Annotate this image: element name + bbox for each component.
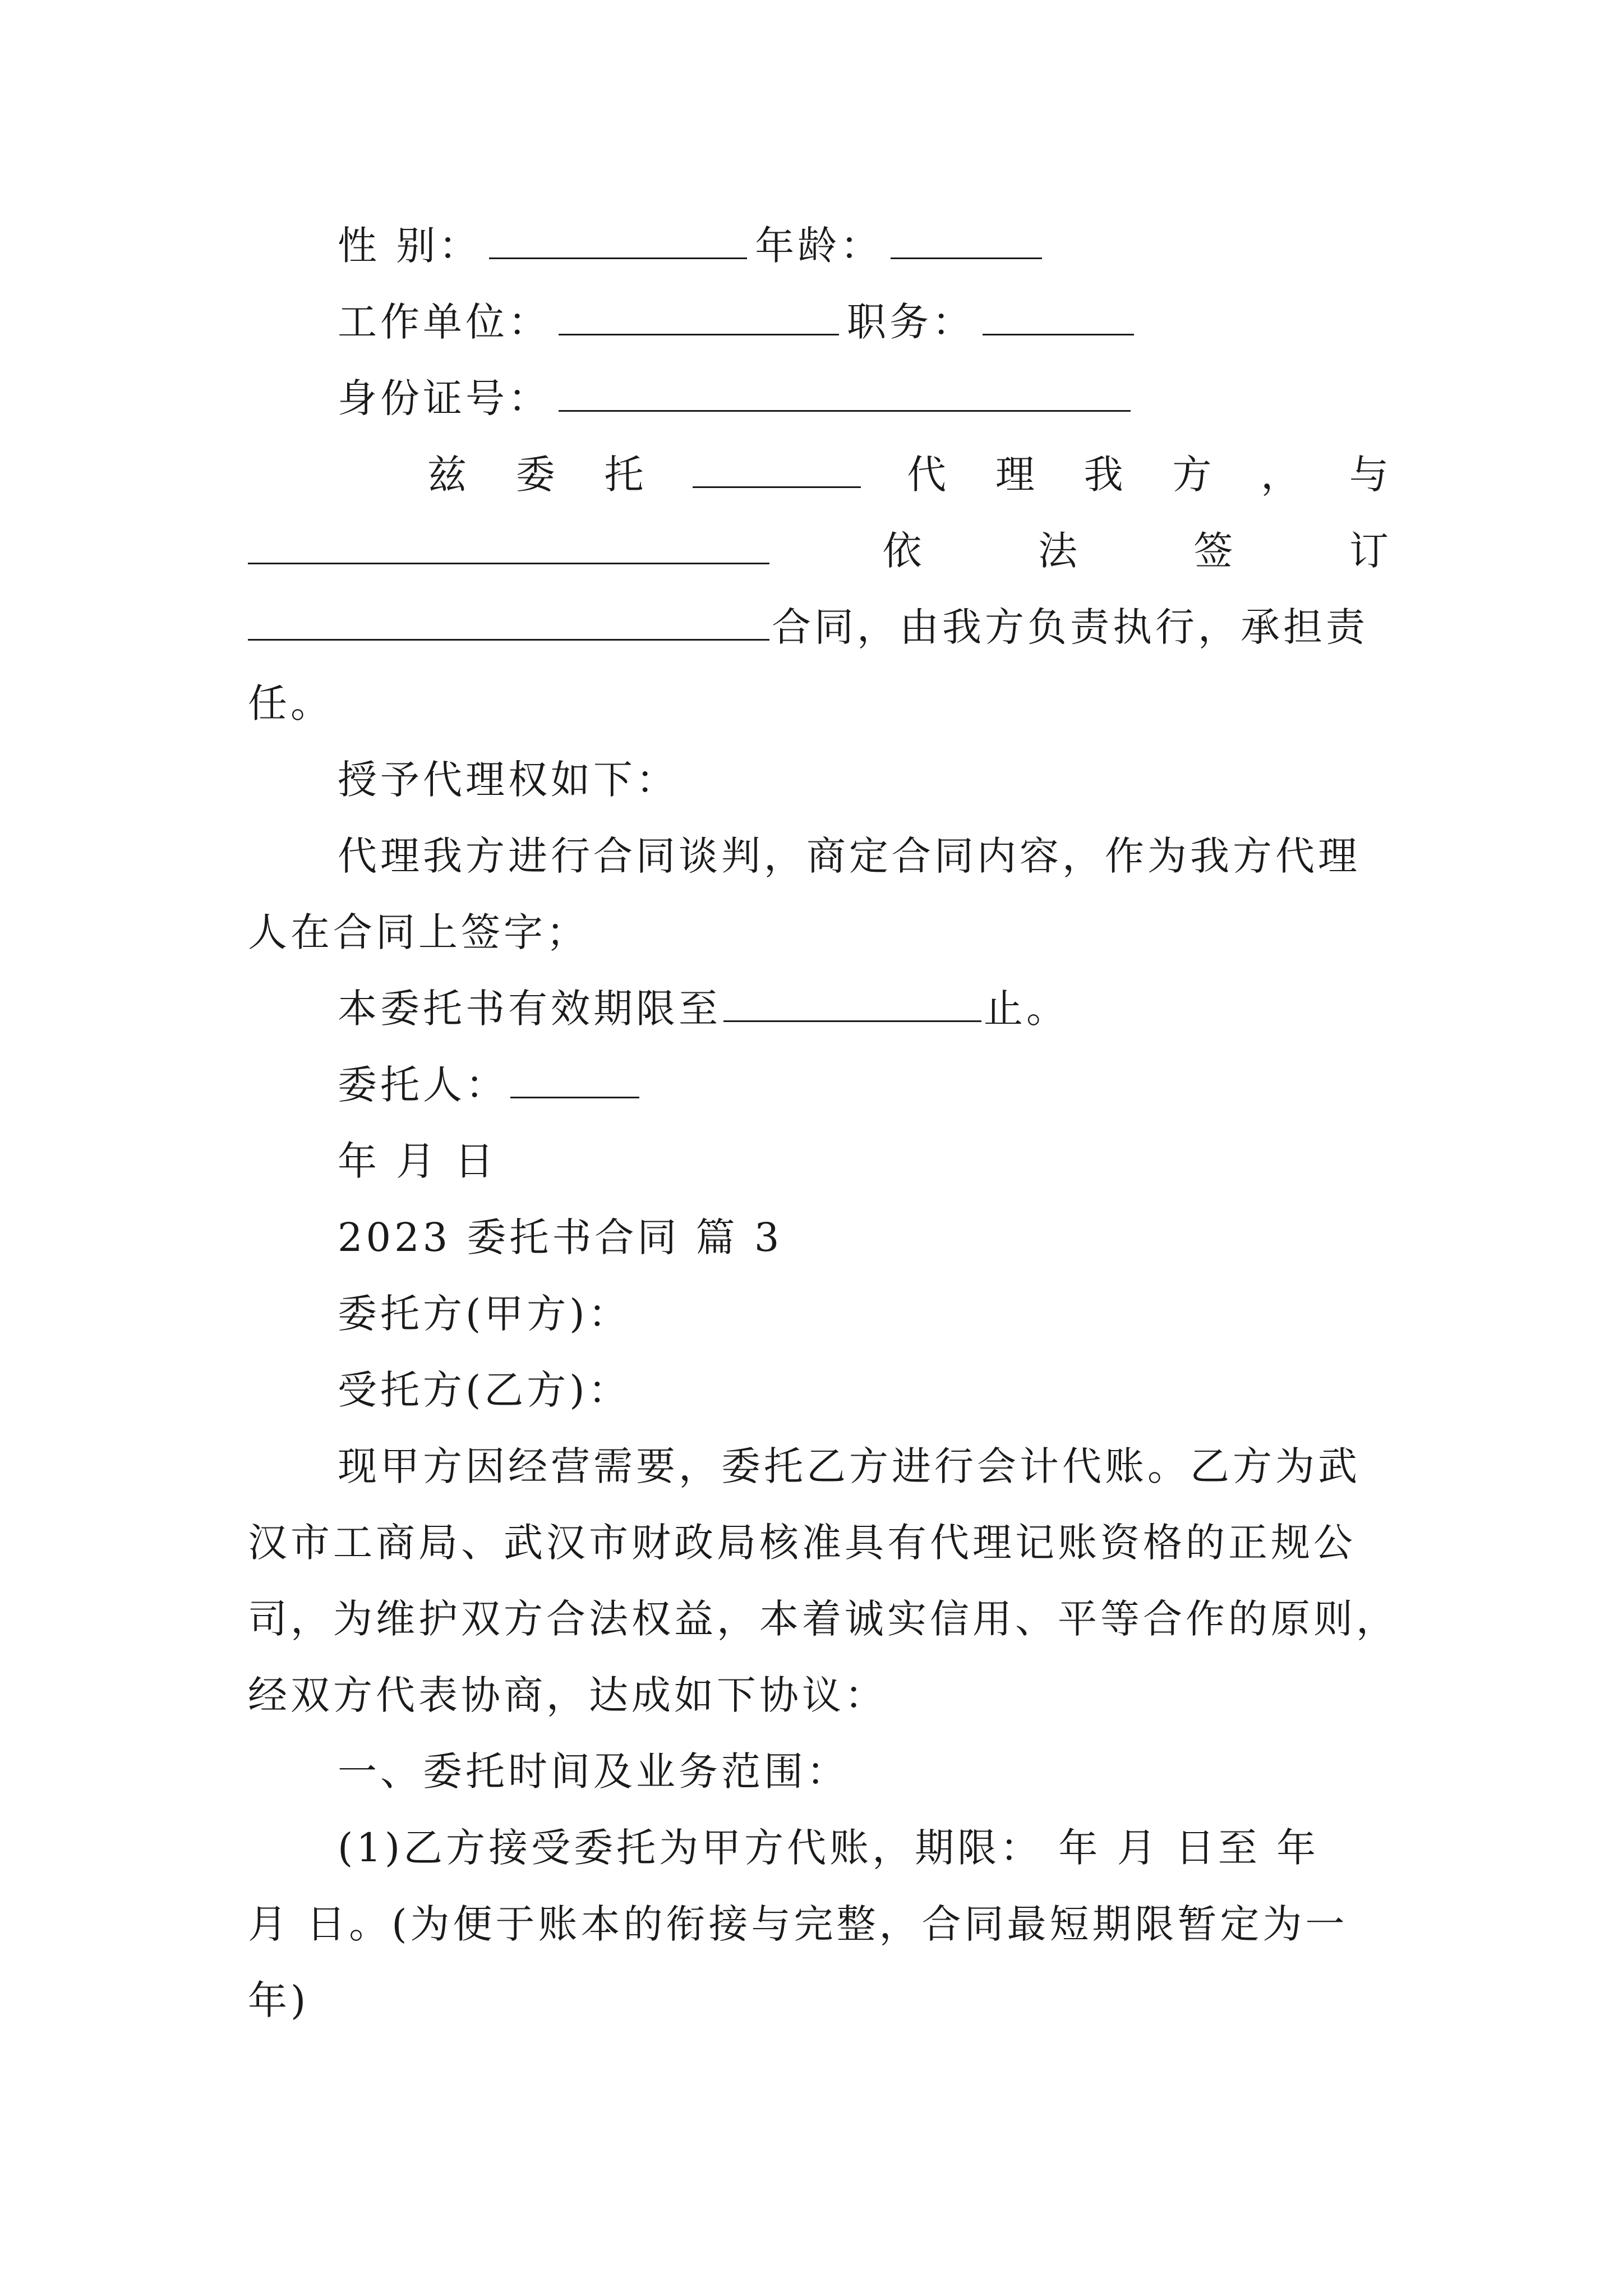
work-unit-blank — [559, 300, 839, 335]
agent-name-blank — [693, 453, 861, 488]
party-b-line: 受托方(乙方)： — [338, 1367, 631, 1413]
section-title: 2023 委托书合同 篇 3 — [338, 1214, 783, 1260]
entrust-word: 兹 — [427, 452, 470, 498]
id-label: 身份证号： — [338, 375, 551, 421]
validity-date-blank — [723, 987, 981, 1022]
agent-word: 我 — [1083, 452, 1127, 498]
sign-word: 订 — [1349, 528, 1392, 574]
entrust-word: 托 — [604, 452, 647, 498]
gender-label: 性 别： — [338, 223, 482, 269]
sign-line — [248, 513, 1392, 589]
counterparty-blank — [248, 529, 769, 564]
agent-word: 与 — [1349, 452, 1392, 498]
clause-heading: 一、委托时间及业务范围： — [338, 1749, 849, 1795]
contract-name-blank — [248, 605, 769, 641]
authority-text-line: 人在合同上签字； — [248, 909, 589, 955]
validity-suffix: 止。 — [984, 986, 1069, 1032]
agent-word: 理 — [995, 452, 1038, 498]
principal-label: 委托人： — [338, 1062, 508, 1108]
clause-text-line: 月 日。(为便于账本的衔接与完整，合同最短期限暂定为一 — [248, 1901, 1348, 1947]
clause-text-line: (1)乙方接受委托为甲方代账，期限： 年 月 日至 年 — [338, 1825, 1320, 1871]
party-a-line: 委托方(甲方)： — [338, 1291, 631, 1337]
entrust-word: 委 — [515, 452, 559, 498]
gender-blank — [489, 224, 747, 259]
sign-word: 依 — [882, 528, 925, 574]
age-label: 年龄： — [755, 223, 883, 269]
authority-text-line: 代理我方进行合同谈判，商定合同内容，作为我方代理 — [338, 833, 1361, 879]
id-number-line — [248, 360, 1392, 436]
paragraph-line: 汉市工商局、武汉市财政局核准具有代理记账资格的正规公 — [248, 1520, 1356, 1566]
age-blank — [891, 224, 1042, 259]
agent-word: ， — [1261, 452, 1304, 498]
sign-word: 签 — [1193, 528, 1237, 574]
position-blank — [983, 300, 1134, 335]
id-blank — [559, 376, 1131, 412]
responsibility-end: 任。 — [248, 680, 333, 726]
contract-line — [248, 589, 1392, 665]
date-line: 年 月 日 — [338, 1138, 497, 1184]
work-unit-label: 工作单位： — [338, 299, 551, 345]
paragraph-line: 司，为维护双方合法权益，本着诚实信用、平等合作的原则， — [248, 1596, 1399, 1642]
validity-line — [248, 970, 1392, 1047]
clause-text-line: 年) — [248, 1977, 310, 2023]
contract-responsibility-text: 合同，由我方负责执行，承担责 — [772, 604, 1368, 650]
principal-line — [248, 1047, 1392, 1123]
entrust-line — [248, 436, 1392, 513]
authority-heading: 授予代理权如下： — [338, 757, 679, 803]
position-label: 职务： — [847, 299, 975, 345]
sign-word: 法 — [1038, 528, 1081, 574]
agent-word: 方 — [1172, 452, 1215, 498]
work-unit-line — [248, 284, 1392, 360]
principal-blank — [510, 1063, 639, 1098]
gender-age-line — [248, 208, 1392, 284]
paragraph-line: 经双方代表协商，达成如下协议： — [248, 1672, 887, 1718]
paragraph-line: 现甲方因经营需要，委托乙方进行会计代账。乙方为武 — [338, 1443, 1361, 1489]
agent-word: 代 — [907, 452, 950, 498]
validity-prefix: 本委托书有效期限至 — [338, 986, 721, 1032]
